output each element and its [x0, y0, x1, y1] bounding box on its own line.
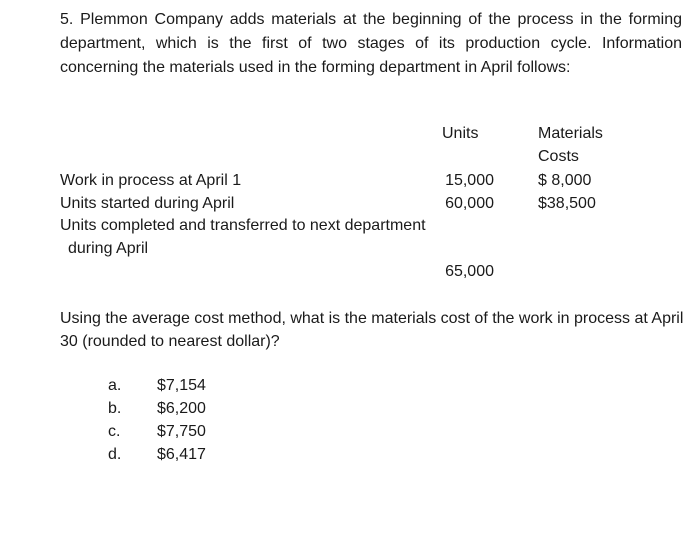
header-costs: Costs — [538, 148, 579, 165]
row-units-started: 60,000 — [445, 195, 494, 212]
row-label-during-april: during April — [68, 240, 149, 257]
option-text: $6,417 — [157, 446, 206, 463]
option-text: $7,750 — [157, 423, 206, 440]
row-units-completed: 65,000 — [445, 263, 494, 280]
row-cost-wip-april1: $ 8,000 — [538, 172, 592, 189]
row-cost-started: $38,500 — [538, 195, 596, 212]
option-b[interactable] — [108, 397, 206, 420]
header-materials: Materials — [538, 125, 603, 142]
header-units: Units — [442, 125, 479, 142]
option-letter: c. — [108, 423, 121, 440]
question-prompt: Using the average cost method, what is the materials cost of the work in process at April 30 (rounded to nearest dollar)? — [60, 310, 684, 350]
answer-options — [108, 374, 206, 466]
question-text: 5. Plemmon Company adds materials at the beginning of the process in the forming department, which is the first of two stages of its production cycle. Information concerning the materials used in the forming department in April follows: — [60, 11, 682, 76]
row-label-units-started: Units started during April — [60, 195, 235, 212]
option-text: $6,200 — [157, 400, 206, 417]
option-letter: a. — [108, 377, 122, 394]
row-label-wip-april1: Work in process at April 1 — [60, 172, 242, 189]
option-c[interactable] — [108, 420, 206, 443]
option-letter: d. — [108, 446, 122, 463]
option-letter: b. — [108, 400, 122, 417]
option-d[interactable] — [108, 443, 206, 466]
row-units-wip-april1: 15,000 — [445, 172, 494, 189]
option-text: $7,154 — [157, 377, 206, 394]
row-label-units-completed: Units completed and transferred to next department — [60, 217, 426, 234]
option-a[interactable] — [108, 374, 206, 397]
